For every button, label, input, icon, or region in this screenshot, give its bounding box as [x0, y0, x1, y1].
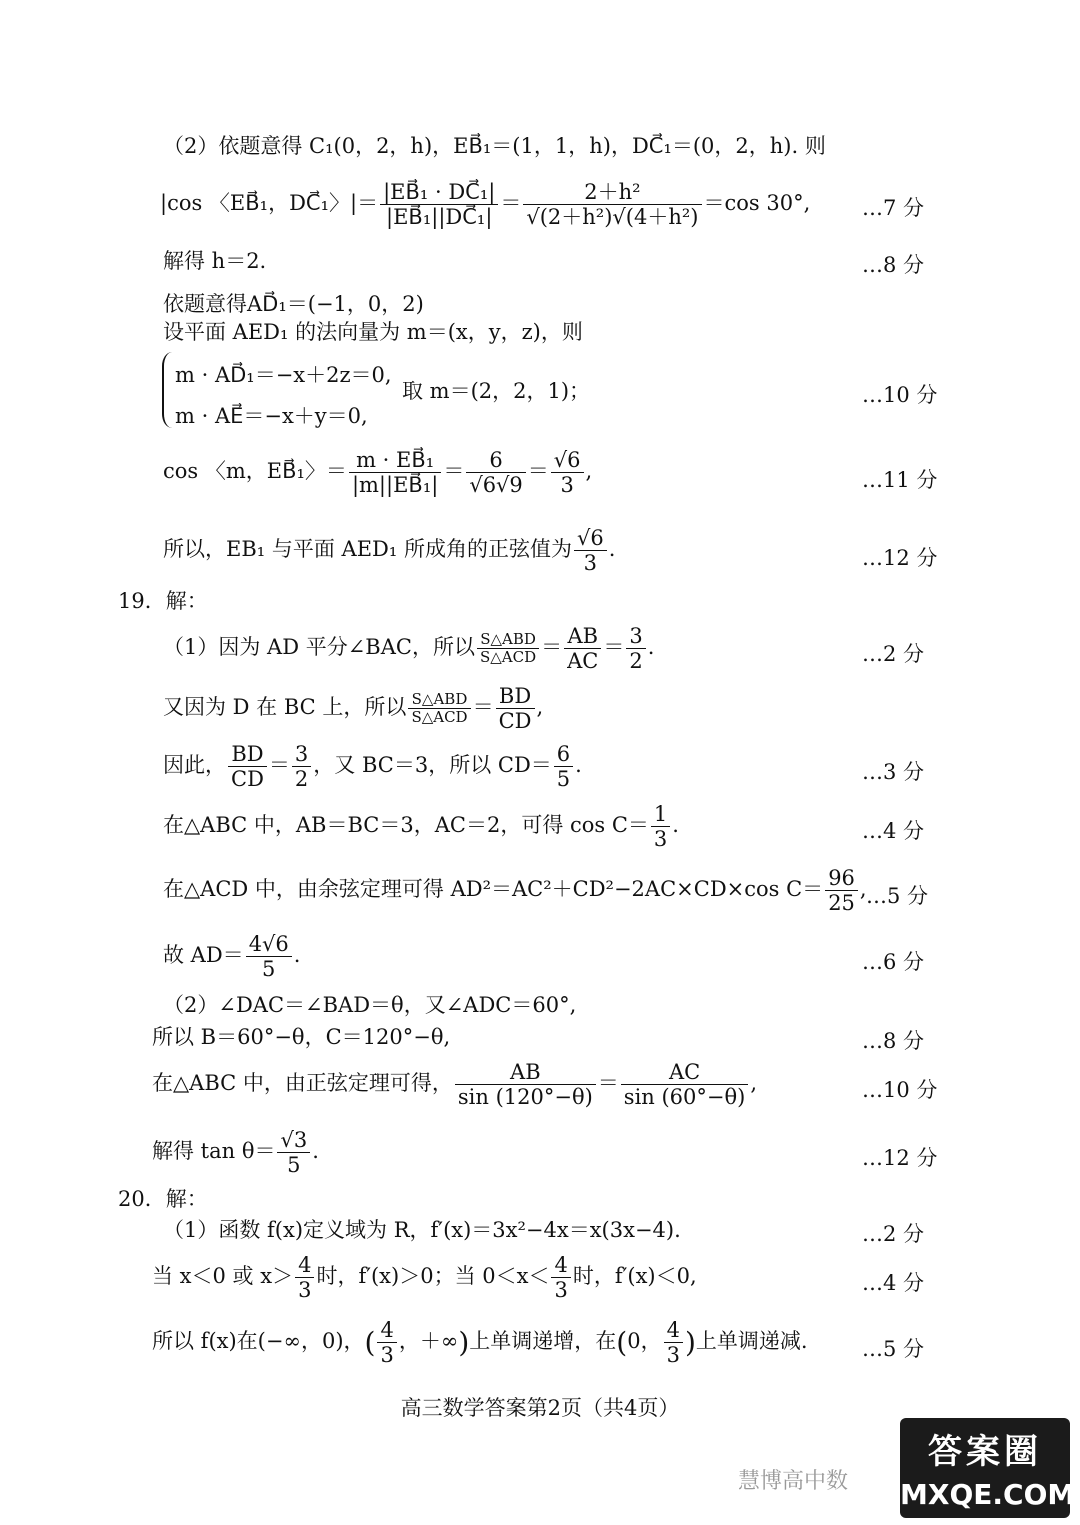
score-mark: …5 分: [862, 1337, 925, 1361]
score-mark: …2 分: [862, 642, 925, 666]
ad1-vector: 依题意得AD⃗₁＝(−1，0，2): [163, 292, 424, 316]
frac-num: AC: [621, 1060, 749, 1085]
frac-num: 2＋h²: [523, 180, 701, 205]
frac-num: 4√6: [246, 932, 292, 957]
frac-num: 6: [554, 742, 573, 767]
score-mark: …4 分: [862, 1271, 925, 1295]
q19-line2: 又因为 D 在 BC 上，所以 $\frac{\text{S△ABD}}{\text{S△ACD}}$ ＝ $\frac{BD}{CD}$ ,: [163, 684, 544, 734]
frac-num: 6: [466, 448, 525, 473]
frac-den: 3: [560, 473, 574, 498]
frac-den: 3: [554, 1278, 568, 1303]
frac-num: 1: [651, 802, 670, 827]
frac-den: 3: [653, 827, 668, 852]
frac-den: 2: [294, 767, 309, 792]
score-mark: …11 分: [862, 468, 938, 492]
q19-line6: 故 AD＝ $\frac{4√6}{5}$ .: [163, 932, 301, 982]
system-eq1: m · AD⃗₁＝−x＋2z＝0,: [175, 363, 392, 387]
frac-den: 5: [556, 767, 571, 792]
frac-den: CD: [231, 767, 264, 792]
frac-num: 3: [292, 742, 311, 767]
frac-num: S△ABD: [477, 631, 539, 649]
fraction-96-25: [825, 866, 858, 915]
fraction-3-2b: [292, 742, 311, 791]
frac-den: sin (60°−θ): [623, 1085, 746, 1110]
frac-den: |EB⃗₁||DC⃗₁|: [386, 205, 493, 230]
score-mark: …8 分: [862, 253, 925, 277]
fraction-tan: [277, 1128, 310, 1177]
score-mark: …12 分: [862, 1146, 938, 1170]
frac-den: 3: [583, 551, 598, 576]
q19-part2: （2）∠DAC＝∠BAD＝θ，又∠ADC＝60°,: [163, 993, 577, 1017]
system-brace: [162, 352, 174, 428]
frac-num: m · EB⃗₁: [349, 448, 441, 473]
q19-tan: 解得 tan θ＝ $\frac{√3}{5}$ .: [152, 1128, 319, 1178]
frac-num: 4: [664, 1318, 683, 1343]
q20-text: 上单调递减.: [695, 1329, 808, 1354]
frac-num: BD: [496, 684, 535, 709]
frac-num: S△ABD: [408, 691, 470, 709]
q19-line5: 在△ACD 中，由余弦定理可得 AD²＝AC²＋CD²−2AC×CD×cos C＝ $\frac{96}{25}$ ,: [163, 866, 867, 916]
score-mark: …7 分: [862, 196, 925, 220]
fraction-value: [523, 180, 701, 229]
fraction-bdcd2: [228, 742, 267, 791]
cos30-text: ＝cos 30°,: [703, 191, 811, 216]
q19-angles: 所以 B＝60°−θ，C＝120°−θ,: [152, 1025, 451, 1049]
q19-text: 在△ABC 中，由正弦定理可得，: [152, 1071, 453, 1096]
fraction-m: [349, 448, 441, 497]
q19-text: 又因为 D 在 BC 上，所以: [163, 695, 407, 720]
take-m: 取 m＝(2，2，1)；: [402, 379, 591, 403]
frac-num: |EB⃗₁ · DC⃗₁|: [380, 180, 498, 205]
score-mark: …6 分: [862, 950, 925, 974]
frac-num: √6: [551, 448, 584, 473]
frac-num: √3: [277, 1128, 310, 1153]
score-mark: …5 分: [866, 884, 929, 908]
q19-text: 故 AD＝: [163, 943, 244, 968]
q18-cos-line: |cos 〈EB⃗₁，DC⃗₁〉|＝ $\frac{\text{|EB⃗₁ · DC⃗₁|}}{\text{|EB⃗₁||DC⃗₁|}}$ ＝ $\frac{\text{2＋h²}}{\text{√(2＋h²)√(4＋h²)}}$ ＝cos 30°,: [160, 180, 811, 230]
frac-den: 5: [262, 957, 276, 982]
frac-den: 3: [298, 1278, 312, 1303]
fraction-ad: [246, 932, 292, 981]
score-mark: …4 分: [862, 819, 925, 843]
frac-num: 3: [626, 624, 645, 649]
frac-den: 25: [828, 891, 855, 916]
frac-den: AC: [567, 649, 599, 674]
q20-heading: 20．解：: [118, 1187, 208, 1211]
cos-m-label: cos 〈m，EB⃗₁〉＝: [163, 459, 347, 484]
frac-num: 4: [377, 1318, 396, 1343]
q19-line3: 因此， $\frac{BD}{CD}$ ＝ $\frac{3}{2}$ ，又 BC＝3，所以 CD＝ $\frac{6}{5}$ .: [163, 742, 582, 792]
fraction-six: [466, 448, 525, 497]
score-mark: …8 分: [862, 1029, 925, 1053]
fraction-area: [477, 631, 539, 667]
frac-den: √(2＋h²)√(4＋h²): [526, 205, 699, 230]
fraction-r6: [551, 448, 584, 497]
normal-vector-setup: 设平面 AED₁ 的法向量为 m＝(x，y，z)，则: [163, 320, 583, 344]
page-footer: 高三数学答案第2页（共4页）: [400, 1396, 680, 1420]
score-mark: …10 分: [862, 1078, 938, 1102]
fraction-3-2: [626, 624, 645, 673]
q19-line4: 在△ABC 中，AB＝BC＝3，AC＝2，可得 cos C＝ $\frac{1}{3}$ .: [163, 802, 679, 852]
frac-den: 3: [380, 1343, 394, 1368]
frac-den: S△ACD: [411, 708, 468, 727]
frac-den: 5: [287, 1153, 301, 1178]
frac-den: S△ACD: [479, 648, 537, 667]
q19-heading: 19．解：: [118, 589, 208, 613]
frac-den: CD: [498, 709, 532, 734]
q20-text: 所以 f(x)在(−∞，0)，: [152, 1329, 365, 1354]
q18-line1: （2）依题意得 C₁(0，2，h)，EB⃗₁＝(1，1，h)，DC⃗₁＝(0，2，h). 则: [163, 134, 826, 158]
q20-line2: [152, 1253, 697, 1302]
watermark-logo-bottom: MXQE.COM: [900, 1478, 1076, 1511]
system-eq2: m · AE⃗＝−x＋y＝0,: [175, 404, 368, 428]
fraction-4-3c: [377, 1318, 396, 1367]
frac-num: BD: [228, 742, 267, 767]
frac-den: sin (120°−θ): [457, 1085, 593, 1110]
score-mark: …12 分: [862, 546, 938, 570]
q20-text: 时，f′(x)＜0,: [572, 1264, 697, 1289]
watermark-logo-top: 答案圈: [928, 1432, 1042, 1472]
cos-m-line: cos 〈m，EB⃗₁〉＝ $\frac{\text{m · EB⃗₁}}{\text{|m||EB⃗₁|}}$ ＝ $\frac{6}{√6√9}$ ＝ $\frac{√6}{3}$ ,: [163, 448, 593, 498]
q20-text: 时，f′(x)＞0；当 0＜x＜: [316, 1264, 550, 1289]
frac-den: √6√9: [469, 473, 523, 498]
fraction-abac: [564, 624, 601, 673]
frac-den: 2: [629, 649, 643, 674]
fraction-4-3b: [551, 1253, 570, 1302]
q20-line1: （1）函数 f(x)定义域为 R，f′(x)＝3x²−4x＝x(3x−4).: [163, 1218, 681, 1242]
score-mark: …10 分: [862, 383, 938, 407]
q19-text: ，又 BC＝3，所以 CD＝: [313, 753, 552, 778]
fraction-6-5: [554, 742, 573, 791]
q19-text: 解得 tan θ＝: [152, 1139, 276, 1164]
frac-num: 4: [295, 1253, 314, 1278]
frac-num: √6: [574, 526, 607, 551]
fraction-r6-final: [574, 526, 607, 575]
q19-text: 因此，: [163, 753, 226, 778]
fraction-4-3d: [664, 1318, 683, 1367]
q20-line3: 所以 f(x)在(−∞，0)，( $\frac{4}{3}$ ，＋∞)上单调递增，在(0， $\frac{4}{3}$ )上单调递减.: [152, 1318, 808, 1368]
cos-label: |cos 〈EB⃗₁，DC⃗₁〉|＝: [160, 191, 379, 216]
q19-sine-law: 在△ABC 中，由正弦定理可得， $\frac{AB}{\sin (120^\circ-\theta)}$ ＝ $\frac{AC}{\sin (60^\circ-\theta)}$ ,: [152, 1060, 758, 1110]
fraction-cos: [380, 180, 498, 229]
q20-text: 上单调递增，在: [469, 1329, 617, 1354]
frac-num: AB: [455, 1060, 596, 1085]
watermark-logo: [900, 1418, 1076, 1518]
q20-text: 当 x＜0 或 x＞: [152, 1264, 294, 1289]
fraction-bdcd: [496, 684, 535, 733]
fraction-1-3: [651, 802, 670, 851]
fraction-area2: [408, 691, 470, 727]
frac-den: 3: [666, 1343, 680, 1368]
q19-text: 在△ABC 中，AB＝BC＝3，AC＝2，可得 cos C＝: [163, 813, 649, 838]
frac-num: 96: [825, 866, 858, 891]
solve-h: 解得 h＝2.: [163, 249, 267, 273]
conclusion-text: 所以，EB₁ 与平面 AED₁ 所成角的正弦值为: [163, 537, 572, 562]
fraction-4-3: [295, 1253, 314, 1302]
q19-line1: （1）因为 AD 平分∠BAC，所以 $\frac{\text{S△ABD}}{\text{S△ACD}}$ ＝ $\frac{AB}{AC}$ ＝ $\frac{3}{2}$ .: [163, 624, 655, 674]
fraction-sin1: [455, 1060, 596, 1109]
frac-num: AB: [564, 624, 601, 649]
fraction-sin2: [621, 1060, 749, 1109]
score-mark: …2 分: [862, 1222, 925, 1246]
q19-text: 在△ACD 中，由余弦定理可得 AD²＝AC²＋CD²−2AC×CD×cos C＝: [163, 877, 824, 902]
frac-den: |m||EB⃗₁|: [351, 473, 439, 498]
frac-num: 4: [551, 1253, 570, 1278]
conclusion-18: 所以，EB₁ 与平面 AED₁ 所成角的正弦值为 $\frac{√6}{3}$ .: [163, 526, 616, 576]
watermark-text: 慧博高中数: [738, 1469, 849, 1494]
q19-text: （1）因为 AD 平分∠BAC，所以: [163, 635, 475, 660]
score-mark: …3 分: [862, 760, 925, 784]
